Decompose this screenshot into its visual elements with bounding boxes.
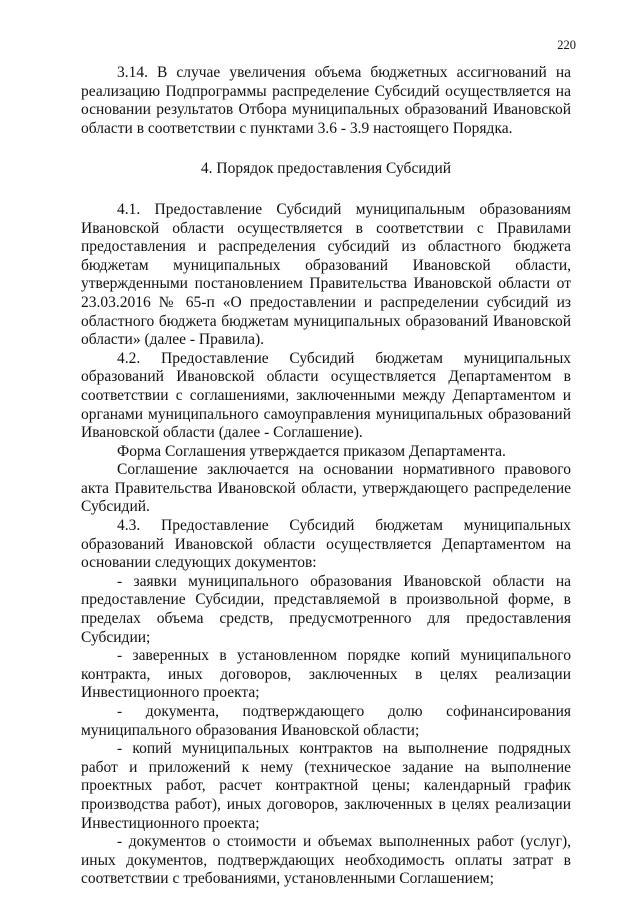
list-item-cofinancing-document: - документа, подтверждающего долю софинансирования муниципального образования Ивановской области; — [81, 703, 571, 739]
list-item-application: - заявки муниципального образования Ивановской области на предоставление Субсидии, представляемой в произвольной форме, в пределах объема средств, предусмотренного для предоставления Субсидии; — [81, 572, 571, 646]
paragraph-agreement-basis: Соглашение заключается на основании нормативного правового акта Правительства Ивановской области, утверждающего распределение Субсидий. — [81, 461, 571, 516]
paragraph-4-1: 4.1. Предоставление Субсидий муниципальным образованиям Ивановской области осуществляется в соответствии с Правилами предоставления и распределения субсидий из областного бюджета бюджетам муниципальных образований Ивановской области, утвержденными постановлением Правительства Ивановской области от 23.03.2016 № 65-п «О предоставлении и распределении субсидий из областного бюджета бюджетам муниципальных образований Ивановской области» (далее - Правила). — [81, 200, 571, 349]
document-body — [81, 64, 571, 889]
list-item-municipal-contracts: - копий муниципальных контрактов на выполнение подрядных работ и приложений к нему (техническое задание на выполнение проектных работ, расчет контрактной цены; календарный график производства работ), иных договоров, заключенных в целях реализации Инвестиционного проекта; — [81, 740, 571, 832]
paragraph-4-2: 4.2. Предоставление Субсидий бюджетам муниципальных образований Ивановской области осуществляется Департаментом в соответствии с соглашениями, заключенными между Департаментом и органами муниципального самоуправления муниципальных образований Ивановской области (далее - Соглашение). — [81, 349, 571, 442]
paragraph-3-14: 3.14. В случае увеличения объема бюджетных ассигнований на реализацию Подпрограммы распределение Субсидий осуществляется на основании результатов Отбора муниципальных образований Ивановской области в соответствии с пунктами 3.6 - 3.9 настоящего Порядка. — [81, 64, 571, 137]
list-item-contract-copies: - заверенных в установленном порядке копий муниципального контракта, иных договоров, заключенных в целях реализации Инвестиционного проекта; — [81, 647, 571, 702]
paragraph-agreement-form: Форма Соглашения утверждается приказом Департамента. — [117, 442, 506, 460]
section-heading: 4. Порядок предоставления Субсидий — [200, 160, 452, 178]
paragraph-4-3: 4.3. Предоставление Субсидий бюджетам муниципальных образований Ивановской области осуществляется Департаментом на основании следующих документов: — [81, 517, 571, 572]
page-number: 220 — [557, 38, 576, 52]
list-item-cost-documents: - документов о стоимости и объемах выполненных работ (услуг), иных документов, подтверждающих необходимость оплаты затрат в соответствии с требованиями, установленными Соглашением; — [81, 833, 571, 888]
